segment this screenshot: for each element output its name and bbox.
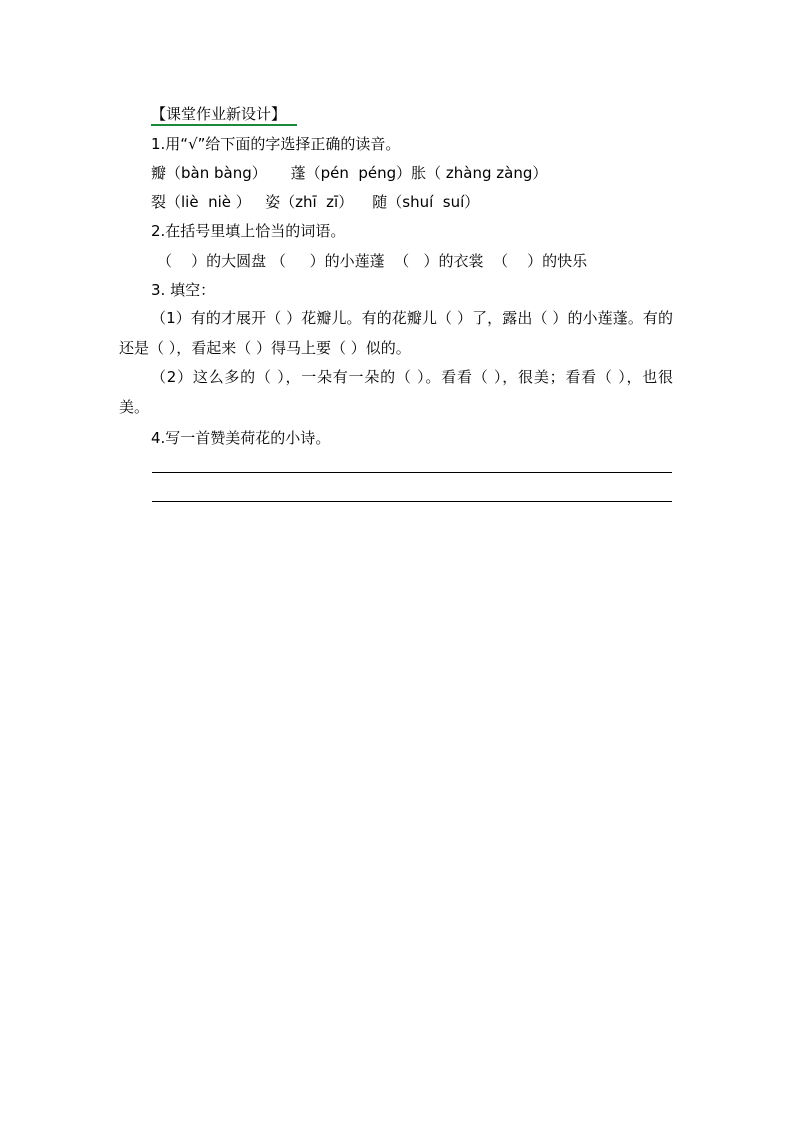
question-2-prompt: 2.在括号里填上恰当的词语。 <box>151 222 346 240</box>
question-4-prompt: 4.写一首赞美荷花的小诗。 <box>151 429 331 447</box>
question-3-paragraph-2: （2）这么多的（ ），一朵有一朵的（ ）。看看（ ），很美；看看（ ），也很美。 <box>119 368 673 416</box>
question-3-paragraph-1: （1）有的才展开（ ）花瓣儿。有的花瓣儿（ ）了，露出（ ）的小莲蓬。有的还是（ ），看起来（ ）得马上要（ ）似的。 <box>119 309 673 357</box>
section-heading: 【课堂作业新设计】 <box>151 105 287 123</box>
answer-line <box>152 472 672 473</box>
question-1-prompt: 1.用“√”给下面的字选择正确的读音。 <box>151 135 401 153</box>
question-1-pinyin-row-1: 瓣（bàn bàng） 蓬（pén péng）胀（ zhàng zàng） <box>151 164 548 182</box>
question-3-prompt: 3. 填空： <box>151 281 216 299</box>
question-2-blanks: （ ）的大圆盘 （ ）的小莲蓬 （ ）的衣裳 （ ）的快乐 <box>157 252 588 270</box>
answer-line <box>152 501 672 502</box>
question-1-pinyin-row-2: 裂（liè niè ） 姿（zhī zī） 随（shuí suí） <box>151 193 480 211</box>
heading-underline <box>151 124 297 126</box>
